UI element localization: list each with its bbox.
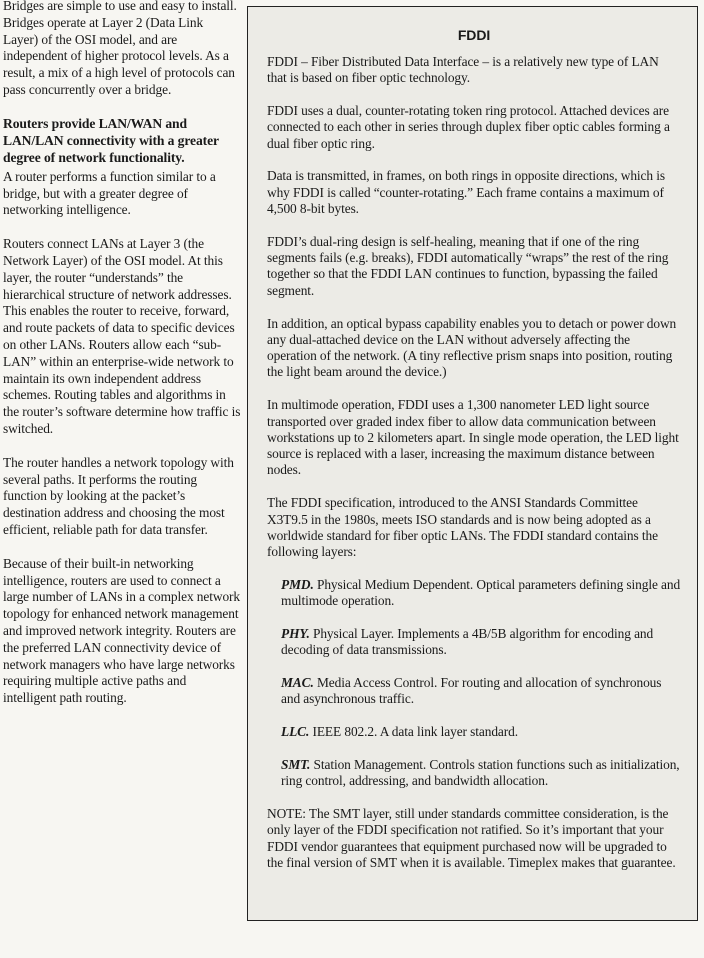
layer-description: IEEE 802.2. A data link layer standard. bbox=[309, 724, 518, 740]
fddi-title: FDDI bbox=[457, 27, 491, 43]
layer-item-llc bbox=[281, 724, 681, 740]
smt-note-paragraph: NOTE: The SMT layer, still under standards committee consideration, is the only layer of the FDDI specification not ratified. So it’s important that your FDDI vendor guarantees that equipment purchased now will be upgraded to the final version of SMT when it is available. Timeplex makes that guarantee. bbox=[267, 806, 676, 870]
layer-item-phy bbox=[281, 626, 681, 659]
router-topology-paragraph: The router handles a network topology with several paths. It performs the routing function by looking at the packet’s destination address and choosing the most efficient, reliable path for data transfer. bbox=[3, 454, 234, 537]
fddi-sidebar-box bbox=[247, 6, 698, 921]
layer-name: MAC. bbox=[281, 675, 314, 691]
layer-item-smt bbox=[281, 757, 681, 790]
fddi-specification-paragraph: The FDDI specification, introduced to the ANSI Standards Committee X3T9.5 in the 1980s, meets ISO standards and is now being adopted as a worldwide standard for fiber optic LANs. The FDDI standard contains the following layers: bbox=[267, 495, 658, 560]
fddi-self-healing-paragraph: FDDI’s dual-ring design is self-healing, meaning that if one of the ring segments fails (e.g. breaks), FDDI automatically “wraps” the rest of the ring together so that the FDDI LAN continues to function, bypassing the failed segment. bbox=[267, 233, 669, 298]
layer-item-mac bbox=[281, 675, 681, 708]
fddi-frames-paragraph: Data is transmitted, in frames, on both rings in opposite directions, which is why FDDI is called “counter-rotating.” Each frame contains a maximum of 4,500 8-bit bytes. bbox=[267, 168, 665, 217]
fddi-layers-list bbox=[267, 577, 681, 790]
router-intelligence-paragraph: Because of their built-in networking intelligence, routers are used to connect a large number of LANs in a complex network topology for enhanced network management and improved network integrity. Routers are the preferred LAN connectivity device of network managers who have large networks requiring multiple active paths and intelligent path routing. bbox=[3, 555, 240, 706]
router-layer-paragraph: Routers connect LANs at Layer 3 (the Network Layer) of the OSI model. At this layer, the router “understands” the hierarchical structure of network addresses. This enables the router to receive, forward, and route packets of data to specific devices on other LANs. Routers allow each “sub-LAN” within an enterprise-wide network to maintain its own independent address schemes. Routing tables and algorithms in the router’s software determine how traffic is switched. bbox=[3, 236, 241, 436]
layer-description: Media Access Control. For routing and allocation of synchronous and asynchronous traffic. bbox=[281, 675, 662, 707]
layer-description: Physical Medium Dependent. Optical parameters defining single and multimode operation. bbox=[281, 576, 681, 609]
layer-description: Station Management. Controls station functions such as initialization, ring control, addressing, and bandwidth allocation. bbox=[281, 757, 680, 789]
layer-name: LLC. bbox=[281, 724, 310, 740]
bridges-paragraph: Bridges are simple to use and easy to install. Bridges operate at Layer 2 (Data Link Layer) of the OSI model, and are independent of higher protocol levels. As a result, a mix of a high level of protocols can pass concurrently over a bridge. bbox=[3, 0, 237, 97]
fddi-bypass-paragraph: In addition, an optical bypass capability enables you to detach or power down any dual-attached device on the LAN without adversely affecting the operation of the network. (A tiny reflective prism snaps into position, routing the light beam around the device.) bbox=[267, 315, 677, 380]
layer-name: PHY. bbox=[281, 626, 310, 642]
router-function-paragraph: A router performs a function similar to a bridge, but with a greater degree of networking intelligence. bbox=[3, 168, 216, 218]
fddi-multimode-paragraph: In multimode operation, FDDI uses a 1,300 nanometer LED light source transported over graded index fiber to allow data communication between workstations up to 2 kilometers apart. In single mode operation, the LED light source is replaced with a laser, increasing the maximum distance between nodes. bbox=[267, 397, 679, 478]
layer-item-pmd bbox=[281, 577, 681, 610]
routers-heading: Routers provide LAN/WAN and LAN/LAN connectivity with a greater degree of network functionality. bbox=[3, 115, 219, 165]
fddi-protocol-paragraph: FDDI uses a dual, counter-rotating token ring protocol. Attached devices are connected to each other in series through duplex fiber optic cables forming a dual fiber optic ring. bbox=[267, 103, 670, 151]
layer-description: Physical Layer. Implements a 4B/5B algorithm for encoding and decoding of data transmissions. bbox=[281, 626, 654, 658]
layer-name: PMD. bbox=[281, 576, 314, 592]
left-column bbox=[3, 0, 241, 707]
fddi-intro-paragraph: FDDI – Fiber Distributed Data Interface – is a relatively new type of LAN that is based on fiber optic technology. bbox=[267, 54, 659, 86]
layer-name: SMT. bbox=[281, 757, 311, 772]
